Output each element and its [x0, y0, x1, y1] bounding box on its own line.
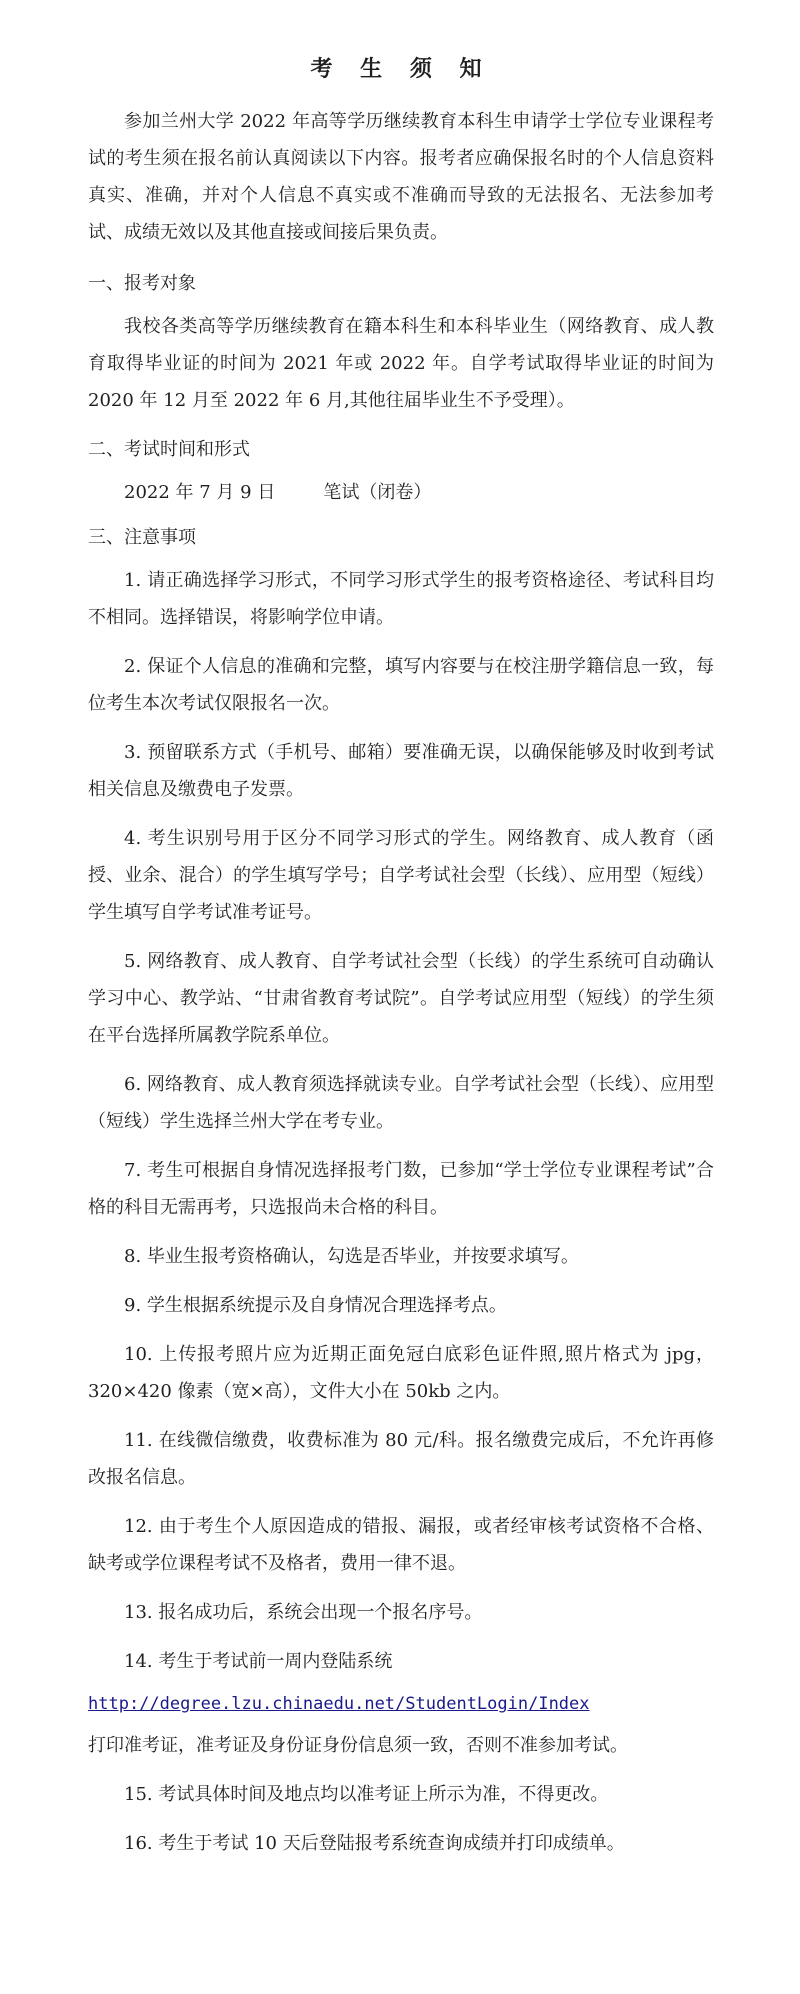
document-title: 考 生 须 知	[310, 56, 492, 82]
notice-item: 14. 考生于考试前一周内登陆系统	[124, 1651, 393, 1672]
section-heading-notes: 三、注意事项	[88, 527, 196, 548]
exam-time-line	[88, 474, 714, 511]
notice-item: 4. 考生识别号用于区分不同学习形式的学生。网络教育、成人教育（函授、业余、混合）的学生填写学号；自学考试社会型（长线）、应用型（短线）学生填写自学考试准考证号。	[88, 828, 714, 923]
notice-item: 15. 考试具体时间及地点均以准考证上所示为准，不得更改。	[124, 1784, 609, 1805]
section-heading-exam-time: 二、考试时间和形式	[88, 439, 250, 460]
notice-item: 9. 学生根据系统提示及自身情况合理选择考点。	[124, 1295, 507, 1316]
exam-date: 2022 年 7 月 9 日	[124, 482, 276, 503]
notice-item: 5. 网络教育、成人教育、自学考试社会型（长线）的学生系统可自动确认学习中心、教学站、“甘肃省教育考试院”。自学考试应用型（短线）的学生须在平台选择所属教学院系单位。	[88, 951, 714, 1046]
notice-item: 16. 考生于考试 10 天后登陆报考系统查询成绩并打印成绩单。	[124, 1833, 625, 1854]
notice-item: 1. 请正确选择学习形式，不同学习形式学生的报考资格途径、考试科目均不相同。选择错误，将影响学位申请。	[88, 570, 714, 628]
notice-item: 2. 保证个人信息的准确和完整，填写内容要与在校注册学籍信息一致，每位考生本次考试仅限报名一次。	[88, 656, 714, 714]
admission-ticket-note: 打印准考证，准考证及身份证身份信息须一致，否则不准参加考试。	[88, 1735, 628, 1756]
intro-paragraph: 参加兰州大学 2022 年高等学历继续教育本科生申请学士学位专业课程考试的考生须在报名前认真阅读以下内容。报考者应确保报名时的个人信息资料真实、准确，并对个人信息不真实或不准确而导致的无法报名、无法参加考试、成绩无效以及其他直接或间接后果负责。	[88, 111, 714, 243]
student-login-link[interactable]: http://degree.lzu.chinaedu.net/StudentLogin/Index	[88, 1694, 590, 1714]
notice-item: 12. 由于考生个人原因造成的错报、漏报，或者经审核考试资格不合格、缺考或学位课程考试不及格者，费用一律不退。	[88, 1516, 714, 1574]
notice-item: 11. 在线微信缴费，收费标准为 80 元/科。报名缴费完成后，不允许再修改报名信息。	[88, 1430, 714, 1488]
notice-item: 8. 毕业生报考资格确认，勾选是否毕业，并按要求填写。	[124, 1246, 579, 1267]
notice-item: 3. 预留联系方式（手机号、邮箱）要准确无误，以确保能够及时收到考试相关信息及缴费电子发票。	[88, 742, 714, 800]
notice-item: 6. 网络教育、成人教育须选择就读专业。自学考试社会型（长线）、应用型（短线）学生选择兰州大学在考专业。	[88, 1074, 714, 1132]
notice-item: 10. 上传报考照片应为近期正面免冠白底彩色证件照,照片格式为 jpg，320×420 像素（宽×高），文件大小在 50kb 之内。	[88, 1344, 714, 1402]
applicants-paragraph: 我校各类高等学历继续教育在籍本科生和本科毕业生（网络教育、成人教育取得毕业证的时间为 2021 年或 2022 年。自学考试取得毕业证的时间为 2020 年 12 月至 2022 年 6 月,其他往届毕业生不予受理）。	[88, 316, 714, 411]
section-heading-applicants: 一、报考对象	[88, 273, 196, 294]
notice-item: 7. 考生可根据自身情况选择报考门数，已参加“学士学位专业课程考试”合格的科目无需再考，只选报尚未合格的科目。	[88, 1160, 714, 1218]
notice-item: 13. 报名成功后，系统会出现一个报名序号。	[124, 1602, 483, 1623]
exam-form: 笔试（闭卷）	[323, 482, 432, 503]
